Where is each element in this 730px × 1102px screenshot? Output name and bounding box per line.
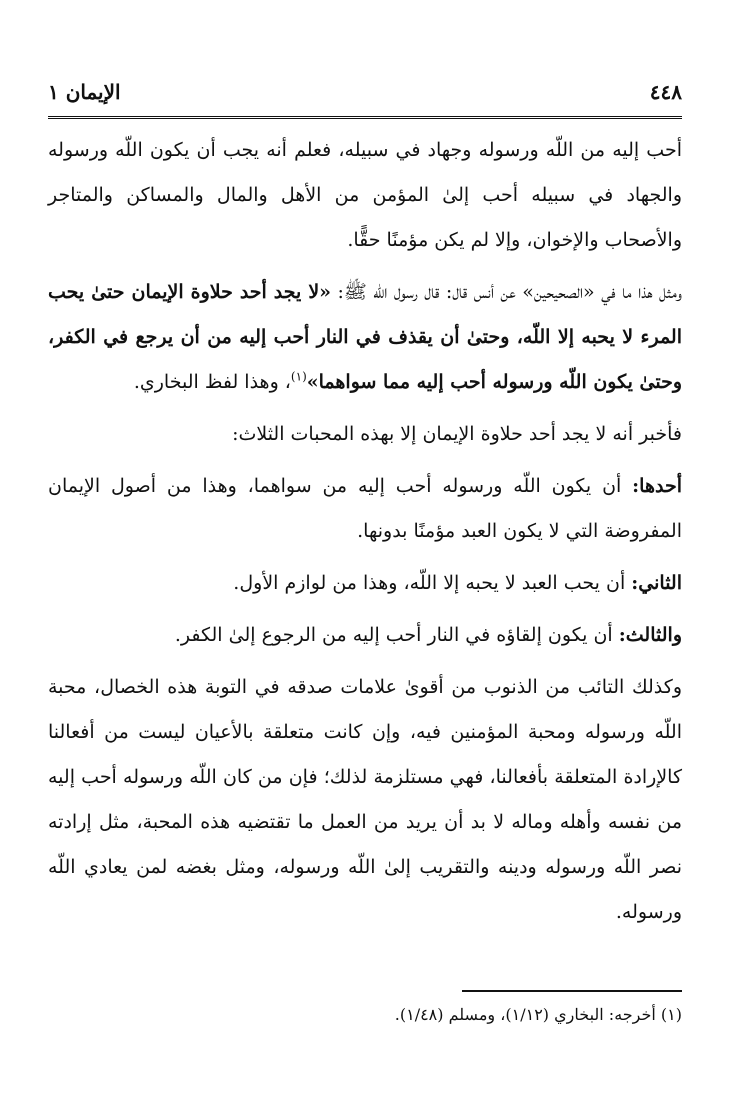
page-header [48,72,682,112]
paragraph-4 [48,464,682,554]
header-divider [48,116,682,120]
item-label-third: والثالث: [618,624,682,646]
item-label-first: أحدها: [632,475,682,497]
item-label-second: الثاني: [631,572,682,594]
hadith-source: ، وهذا لفظ البخاري. [133,371,291,393]
paragraph-2 [48,270,682,405]
paragraph-5 [48,561,682,606]
item-text-second: أن يحب العبد لا يحبه إلا اللّه، وهذا من لوازم الأول. [233,572,626,594]
footnote: (١) أخرجه: البخاري (١/١٢)، ومسلم (١/٤٨). [394,1005,682,1024]
hadith-intro: ومثل هذا ما في «الصحيحين» عن أنس قال: قال رسول اللّه ﷺ: [337,281,682,303]
footnote-divider [462,990,682,992]
main-text [48,128,682,942]
footnote-reference[interactable]: (١) [290,369,307,384]
page-number: ٤٤٨ [649,80,682,104]
hadith-quote: «لا يجد أحد حلاوة الإيمان حتىٰ يحب المرء لا يحبه إلا اللّه، وحتىٰ أن يقذف في النار أحب إليه من أن يرجع في الكفر، وحتىٰ يكون اللّه ورسوله أحب إليه مما سواهما» [48,281,682,393]
item-text-first: أن يكون اللّه ورسوله أحب إليه من سواهما، وهذا من أصول الإيمان المفروضة التي لا يكون العبد مؤمنًا بدونها. [48,475,682,542]
item-text-third: أن يكون إلقاؤه في النار أحب إليه من الرجوع إلىٰ الكفر. [174,624,613,646]
paragraph-6 [48,613,682,658]
paragraph-7: وكذلك التائب من الذنوب من أقوىٰ علامات صدقه في التوبة هذه الخصال، محبة اللّه ورسوله ومحبة المؤمنين فيه، وإن كانت متعلقة بالأعيان ليست من أفعالنا كالإرادة المتعلقة بأفعالنا، فهي مستلزمة لذلك؛ فإن من كان اللّه ورسوله أحب إليه من نفسه وأهله وماله لا بد أن يريد من العمل ما تقتضيه هذه المحبة، مثل إرادته نصر اللّه ورسوله ودينه والتقريب إلىٰ اللّه ورسوله، ومثل بغضه لمن يعادي اللّه ورسوله. [48,676,682,923]
running-title: الإيمان ١ [48,80,121,104]
paragraph-1: أحب إليه من اللّه ورسوله وجهاد في سبيله، فعلم أنه يجب أن يكون اللّه ورسوله والجهاد في سبيله أحب إلىٰ المؤمن من الأهل والمال والمساكن والمتاجر والأصحاب والإخوان، وإلا لم يكن مؤمنًا حقًّا. [48,139,682,251]
paragraph-3: فأخبر أنه لا يجد أحد حلاوة الإيمان إلا بهذه المحبات الثلاث: [232,423,682,445]
